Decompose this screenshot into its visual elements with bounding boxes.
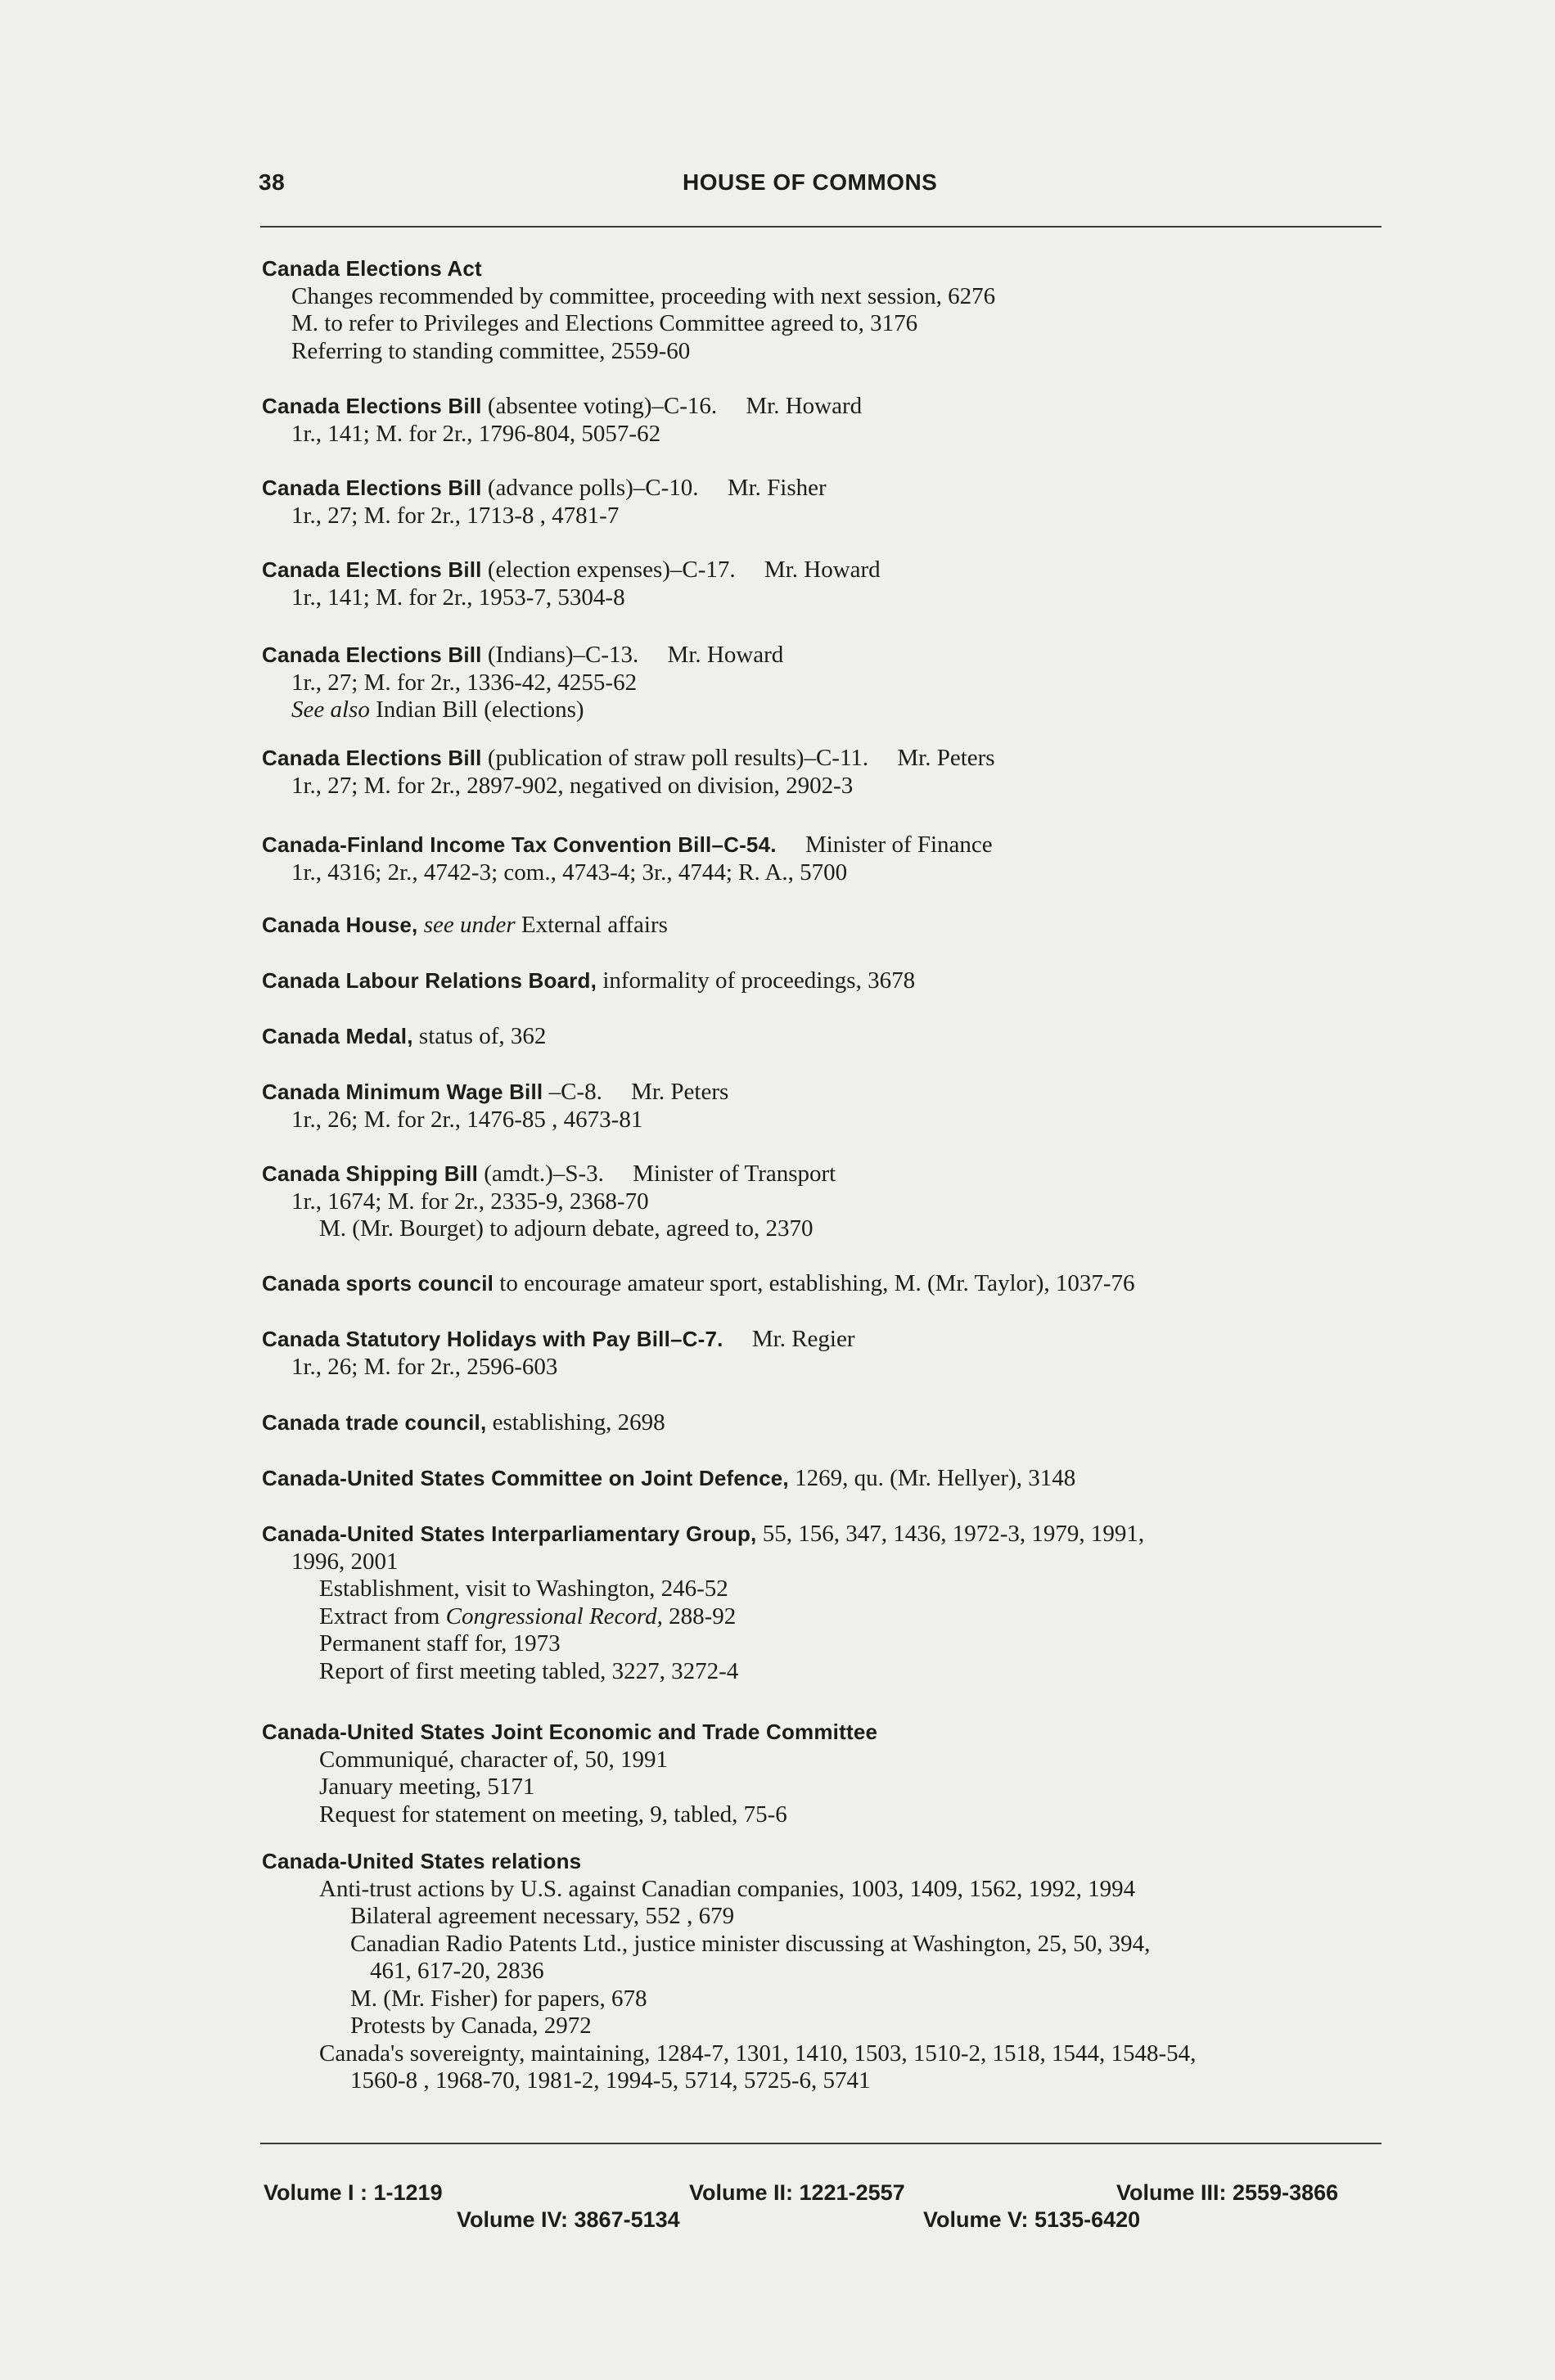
entry-text: 1r., 1674; M. for 2r., 2335-9, 2368-70 bbox=[291, 1188, 649, 1215]
entry-heading: Canada Elections Bill bbox=[262, 642, 482, 667]
entry-text: 1r., 26; M. for 2r., 1476-85 , 4673-81 bbox=[291, 1106, 643, 1133]
entry-heading-line bbox=[262, 1079, 1391, 1107]
entry-heading-line bbox=[262, 1719, 1391, 1747]
entry-text: 1r., 4316; 2r., 4742-3; com., 4743-4; 3r., 4744; R. A., 5700 bbox=[291, 859, 848, 886]
entry-text: External affairs bbox=[521, 912, 668, 938]
entry-heading: Canada Minimum Wage Bill bbox=[262, 1080, 543, 1104]
entry-text: Canada's sovereignty, maintaining, 1284-7, 1301, 1410, 1503, 1510-2, 1518, 1544, 1548-54, bbox=[319, 2040, 1197, 2067]
entry-subline bbox=[262, 421, 1391, 449]
entry-text: Bilateral agreement necessary, 552 , 679 bbox=[350, 1903, 735, 1929]
entry-heading-line bbox=[262, 1023, 1391, 1051]
index-entry bbox=[262, 1079, 1391, 1134]
entry-sponsor: Mr. Fisher bbox=[727, 475, 827, 501]
entry-text: Canadian Radio Patents Ltd., justice minister discussing at Washington, 25, 50, 394, bbox=[350, 1930, 1151, 1957]
entry-heading-line bbox=[262, 255, 1391, 283]
entry-subline bbox=[262, 2013, 1391, 2040]
entry-heading-line bbox=[262, 642, 1391, 669]
entry-heading: Canada-United States relations bbox=[262, 1849, 582, 1873]
entry-heading: Canada Medal, bbox=[262, 1024, 413, 1048]
entry-subline bbox=[262, 696, 1391, 724]
footer-volume-1: Volume I : 1-1219 bbox=[264, 2180, 443, 2205]
index-entry bbox=[262, 393, 1391, 448]
entry-heading: Canada Elections Act bbox=[262, 256, 482, 281]
entry-heading: Canada Statutory Holidays with Pay Bill–C-7. bbox=[262, 1327, 723, 1351]
index-entry bbox=[262, 967, 1391, 995]
entry-text: M. (Mr. Fisher) for papers, 678 bbox=[350, 1985, 647, 2012]
entry-heading: Canada Elections Bill bbox=[262, 557, 482, 582]
entry-heading: Canada sports council bbox=[262, 1271, 494, 1296]
entry-subline bbox=[262, 1903, 1391, 1931]
entry-subline bbox=[262, 1931, 1391, 1959]
index-entry bbox=[262, 642, 1391, 724]
entry-subline bbox=[262, 310, 1391, 338]
running-head: HOUSE OF COMMONS bbox=[683, 169, 938, 195]
entry-heading: Canada-United States Committee on Joint Defence, bbox=[262, 1466, 789, 1490]
entry-heading-line bbox=[262, 1326, 1391, 1354]
index-entry bbox=[262, 1465, 1391, 1493]
top-rule bbox=[260, 226, 1381, 228]
entry-subline bbox=[262, 1188, 1391, 1216]
entry-heading-line bbox=[262, 912, 1391, 940]
entry-sponsor: Mr. Peters bbox=[897, 745, 995, 771]
entry-text: informality of proceedings, 3678 bbox=[602, 967, 916, 994]
entry-text: 288-92 bbox=[669, 1602, 737, 1629]
entry-subline bbox=[262, 1801, 1391, 1829]
entry-text: 1r., 27; M. for 2r., 2897-902, negatived on division, 2902-3 bbox=[291, 772, 854, 799]
entry-sponsor: Minister of Transport bbox=[633, 1161, 836, 1187]
entry-text: Indian Bill (elections) bbox=[376, 696, 584, 723]
entry-text: establishing, 2698 bbox=[492, 1409, 665, 1436]
entry-text: 55, 156, 347, 1436, 1972-3, 1979, 1991, bbox=[762, 1521, 1145, 1547]
entry-text: Extract from bbox=[319, 1602, 440, 1629]
entry-text: (publication of straw poll results)–C-11. bbox=[487, 745, 869, 771]
entry-sponsor: Mr. Peters bbox=[631, 1079, 729, 1105]
entry-heading: Canada Labour Relations Board, bbox=[262, 968, 597, 993]
index-entry bbox=[262, 1270, 1391, 1298]
entry-heading: Canada trade council, bbox=[262, 1410, 487, 1435]
entry-subline bbox=[262, 338, 1391, 366]
index-entry bbox=[262, 1326, 1391, 1381]
entry-text: Report of first meeting tabled, 3227, 3272-4 bbox=[319, 1657, 739, 1684]
entry-text: Referring to standing committee, 2559-60 bbox=[291, 337, 691, 364]
index-entry bbox=[262, 255, 1391, 365]
index-entry bbox=[262, 832, 1391, 886]
entry-heading: Canada House, bbox=[262, 913, 418, 937]
entry-text: Changes recommended by committee, proceeding with next session, 6276 bbox=[291, 282, 996, 309]
entry-heading: Canada Elections Bill bbox=[262, 476, 482, 500]
entry-subline bbox=[262, 1354, 1391, 1382]
entry-text: M. to refer to Privileges and Elections Committee agreed to, 3176 bbox=[291, 310, 918, 336]
entry-sponsor: Mr. Howard bbox=[764, 557, 881, 583]
entry-subline bbox=[262, 1747, 1391, 1774]
index-entry bbox=[262, 1409, 1391, 1437]
footer-volume-2: Volume II: 1221-2557 bbox=[689, 2180, 905, 2205]
entry-text: Establishment, visit to Washington, 246-52 bbox=[319, 1575, 728, 1602]
entry-subline bbox=[262, 1107, 1391, 1134]
index-entry bbox=[262, 557, 1391, 611]
entry-heading-line bbox=[262, 1848, 1391, 1876]
entry-heading: Canada-United States Joint Economic and Trade Committee bbox=[262, 1720, 878, 1744]
entry-heading-line bbox=[262, 1521, 1391, 1548]
entry-text: 1r., 27; M. for 2r., 1713-8 , 4781-7 bbox=[291, 502, 620, 529]
entry-text: 1r., 27; M. for 2r., 1336-42, 4255-62 bbox=[291, 669, 638, 696]
index-entry bbox=[262, 1719, 1391, 1828]
entry-heading-line bbox=[262, 557, 1391, 584]
footer-volume-5: Volume V: 5135-6420 bbox=[923, 2207, 1141, 2232]
entry-text: M. (Mr. Bourget) to adjourn debate, agreed to, 2370 bbox=[319, 1215, 814, 1242]
entry-subline bbox=[262, 773, 1391, 800]
entry-text: Communiqué, character of, 50, 1991 bbox=[319, 1746, 669, 1773]
index-entry bbox=[262, 912, 1391, 940]
entry-text: status of, 362 bbox=[418, 1023, 547, 1049]
entry-heading-line bbox=[262, 832, 1391, 859]
entry-crossref: see under bbox=[423, 912, 516, 938]
entry-text: (election expenses)–C-17. bbox=[487, 557, 736, 583]
entry-heading-line bbox=[262, 1409, 1391, 1437]
entry-subline bbox=[262, 1215, 1391, 1243]
entry-italic: Congressional Record, bbox=[445, 1602, 663, 1629]
entry-subline bbox=[262, 1603, 1391, 1631]
entry-text: 1r., 141; M. for 2r., 1796-804, 5057-62 bbox=[291, 420, 661, 447]
entry-heading-line bbox=[262, 475, 1391, 503]
index-entry bbox=[262, 1521, 1391, 1685]
index-entry bbox=[262, 475, 1391, 530]
entry-subline bbox=[262, 1774, 1391, 1801]
entry-sponsor: Mr. Regier bbox=[751, 1326, 855, 1352]
entry-text: Permanent staff for, 1973 bbox=[319, 1630, 561, 1657]
entry-text: 1r., 141; M. for 2r., 1953-7, 5304-8 bbox=[291, 584, 625, 611]
footer-volume-4: Volume IV: 3867-5134 bbox=[457, 2207, 680, 2232]
entry-text: Protests by Canada, 2972 bbox=[350, 2013, 592, 2039]
entry-subline bbox=[262, 1986, 1391, 2013]
footer-volume-3: Volume III: 2559-3866 bbox=[1116, 2180, 1339, 2205]
entry-text: 1996, 2001 bbox=[291, 1548, 399, 1575]
entry-heading-line bbox=[262, 1465, 1391, 1493]
index-entry bbox=[262, 1023, 1391, 1051]
entry-heading-line bbox=[262, 1270, 1391, 1298]
entry-text: (amdt.)–S-3. bbox=[484, 1161, 604, 1187]
entry-sponsor: Mr. Howard bbox=[746, 393, 863, 419]
entry-heading: Canada-United States Interparliamentary Group, bbox=[262, 1521, 757, 1546]
entry-subline bbox=[262, 1548, 1391, 1576]
entry-heading: Canada Elections Bill bbox=[262, 394, 482, 418]
entry-text: 461, 617-20, 2836 bbox=[370, 1958, 544, 1984]
entry-text: (Indians)–C-13. bbox=[487, 642, 639, 668]
index-entry bbox=[262, 1848, 1391, 2095]
entry-text: (absentee voting)–C-16. bbox=[487, 393, 718, 419]
entry-subline bbox=[262, 1575, 1391, 1603]
entry-heading: Canada Elections Bill bbox=[262, 746, 482, 770]
entry-heading-line bbox=[262, 745, 1391, 773]
entry-subline bbox=[262, 584, 1391, 612]
entry-subline bbox=[262, 2040, 1391, 2068]
bottom-rule bbox=[260, 2143, 1381, 2144]
entry-sponsor: Mr. Howard bbox=[667, 642, 784, 668]
entry-subline bbox=[262, 669, 1391, 697]
entry-text: Anti-trust actions by U.S. against Canadian companies, 1003, 1409, 1562, 1992, 1994 bbox=[319, 1875, 1136, 1902]
entry-heading: Canada Shipping Bill bbox=[262, 1161, 479, 1186]
entry-text: January meeting, 5171 bbox=[319, 1774, 535, 1800]
entry-crossref: See also bbox=[291, 696, 370, 723]
entry-subline bbox=[262, 859, 1391, 887]
entry-heading-line bbox=[262, 967, 1391, 995]
entry-heading-line bbox=[262, 1161, 1391, 1188]
entry-subline bbox=[262, 283, 1391, 311]
entry-subline bbox=[262, 503, 1391, 530]
entry-subline bbox=[262, 1958, 1391, 1986]
entry-text: to encourage amateur sport, establishing, M. (Mr. Taylor), 1037-76 bbox=[499, 1270, 1135, 1296]
entry-heading: Canada-Finland Income Tax Convention Bill–C-54. bbox=[262, 832, 777, 857]
entry-text: 1560-8 , 1968-70, 1981-2, 1994-5, 5714, 5725-6, 5741 bbox=[350, 2067, 871, 2094]
entry-text: Request for statement on meeting, 9, tabled, 75-6 bbox=[319, 1801, 787, 1828]
page-number: 38 bbox=[259, 169, 286, 195]
entry-sponsor: Minister of Finance bbox=[805, 832, 993, 858]
entry-subline bbox=[262, 1876, 1391, 1904]
entry-text: –C-8. bbox=[548, 1079, 602, 1105]
entry-subline bbox=[262, 1630, 1391, 1658]
index-entry bbox=[262, 1161, 1391, 1243]
entry-subline bbox=[262, 1658, 1391, 1686]
index-entry bbox=[262, 745, 1391, 800]
entry-text: 1269, qu. (Mr. Hellyer), 3148 bbox=[795, 1465, 1076, 1491]
entry-subline bbox=[262, 2067, 1391, 2095]
entry-text: (advance polls)–C-10. bbox=[487, 475, 699, 501]
entry-text: 1r., 26; M. for 2r., 2596-603 bbox=[291, 1353, 558, 1380]
entry-heading-line bbox=[262, 393, 1391, 421]
